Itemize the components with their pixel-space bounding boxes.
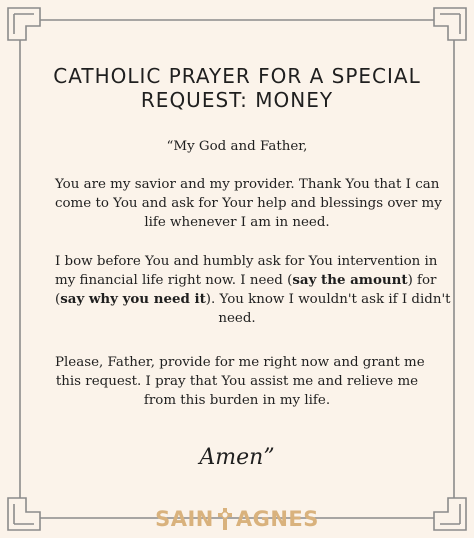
p2-line3-pre: ( <box>55 292 61 307</box>
opening-line: “My God and Father, <box>166 139 308 154</box>
say-amount-instruction: say the amount <box>292 272 408 288</box>
page-title <box>40 64 434 112</box>
paragraph-2-line-4: need. <box>218 311 256 326</box>
p2-line2-pre: my financial life right now. I need ( <box>55 273 293 288</box>
paragraph-1-line-2: come to You and ask for Your help and blessings over my <box>55 196 442 211</box>
prayer-opening <box>55 137 419 156</box>
paragraph-1-line-3: life whenever I am in need. <box>144 215 330 230</box>
cross-icon <box>216 507 234 531</box>
paragraph-1-line-1: You are my savior and my provider. Thank You that I can <box>55 177 440 192</box>
prayer-paragraph-2 <box>55 252 451 328</box>
prayer-paragraph-1 <box>55 175 442 232</box>
title-line-1: CATHOLIC PRAYER FOR A SPECIAL <box>53 64 421 88</box>
prayer-closing: Amen” <box>199 445 275 470</box>
p2-line2-post: ) for <box>407 273 437 288</box>
paragraph-2-line-1: I bow before You and humbly ask for You intervention in <box>55 254 438 269</box>
paragraph-3-line-1: Please, Father, provide for me right now and grant me <box>55 355 425 370</box>
prayer-paragraph-3 <box>55 353 425 410</box>
paragraph-2-line-2 <box>55 271 437 290</box>
paragraph-3-line-2: this request. I pray that You assist me and relieve me <box>55 374 419 389</box>
title-line-2: REQUEST: MONEY <box>140 88 334 112</box>
paragraph-2-line-3 <box>55 290 451 309</box>
p2-line3-post: ). You know I wouldn't ask if I didn't <box>205 292 451 307</box>
say-why-instruction: say why you need it <box>60 291 206 307</box>
logo-text-right: AGNES <box>235 507 319 531</box>
logo-text-left: SAIN <box>155 507 214 531</box>
paragraph-3-line-3: from this burden in my life. <box>143 393 331 408</box>
saint-agnes-logo <box>130 505 344 533</box>
